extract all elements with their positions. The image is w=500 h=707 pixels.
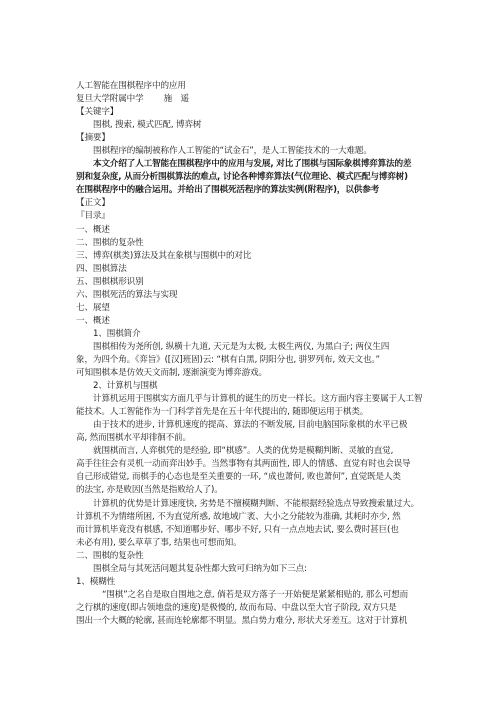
keywords-text: 围棋, 搜索, 模式匹配, 博弈树: [93, 120, 202, 131]
paragraph-line: 就围棋而言, 人弈棋凭的是经验, 即“棋感”。人类的优势是模糊判断、灵敏的直觉,: [93, 446, 394, 457]
document-page: [76, 80, 428, 628]
keywords-header: 【关键字】: [76, 107, 119, 118]
paragraph-line: 围棋全局与其死活问题其复杂性都大致可归纳为如下三点:: [93, 563, 307, 574]
paragraph-line: 而计算机毕竟没有棋感, 不知道哪步好、哪步不好, 只有一点点地去试, 要么费时甚巨(也: [76, 524, 399, 535]
document-title: 人工智能在围棋程序中的应用: [76, 81, 186, 91]
abstract-line: 在围棋程序中的融合运用。并给出了围棋死活程序的算法实例(附程序)，以供参考: [76, 185, 380, 196]
toc-header: 『目录』: [76, 211, 110, 222]
subsection-heading: 1、围棋简介: [93, 328, 141, 339]
paragraph-line: 高手往往会有灵机一动而弈出妙手。当然事物有其两面性, 即人的情感、直觉有时也会误导: [76, 459, 411, 470]
paragraph-line: 未必有用), 要么草草了事, 结果也可想而知。: [76, 537, 242, 548]
paragraph-line: 计算机的优势是计算速度快, 劣势是不擅模糊判断、不能根据经验选点导致搜索量过大。: [93, 498, 420, 509]
paragraph-line: 由于技术的进步, 计算机速度的提高、算法的不断发展, 目前电脑国际象棋的水平已极: [93, 420, 408, 431]
abstract-line: 本文介绍了人工智能在围棋程序中的应用与发展, 对比了围棋与国际象棋博弈算法的差: [93, 159, 412, 170]
paragraph-line: 高, 然而围棋水平却徘徊不前。: [76, 433, 191, 444]
paragraph-line: 围出一个大概的轮廓, 甚而连轮廓都不明显。黑白势力难分, 形状犬牙差互。这对于计算机: [76, 615, 408, 626]
paragraph-line: “围棋”之名自是取自围地之意, 倘若是双方落子一开始便是紧紧相贴的, 那么可想而: [102, 589, 409, 600]
paragraph-line: 计算机不为情绪所困, 不为直觉所惑, 故地域广袤、大小之分能较为准确, 其耗时亦少, 然: [76, 511, 401, 522]
school-name: 复旦大学附属中学: [76, 94, 144, 105]
body-header: 【正文】: [76, 198, 110, 209]
toc-item: 三、博弈(棋类)算法及其在象棋与围棋中的对比: [76, 250, 252, 261]
paragraph-line: 能技术。人工智能作为一门科学首先是在五十年代提出的, 随即便运用于棋类。: [76, 407, 369, 418]
paragraph-line: 计算机运用于围棋实方面几乎与计算机的诞生的历史一样长。这方面内容主要属于人工智: [93, 394, 423, 405]
toc-item: 二、围棋的复杂性: [76, 237, 144, 248]
paragraph-line: 可知围棋本是仿效天文而制, 逐渐演变为博弈游戏。: [76, 368, 267, 379]
paragraph-line: 之行棋的速度(即占领地盘的速度)是极慢的, 故而布局、中盘以至大官子阶段, 双方只是: [76, 602, 397, 613]
author-line: [76, 93, 428, 106]
toc-item: 一、概述: [76, 224, 110, 235]
abstract-line: 别和复杂度, 从而分析围棋算法的难点, 讨论各种博弈算法(气位理论、模式匹配与博弈树): [76, 172, 408, 183]
toc-item: 七、展望: [76, 302, 110, 313]
paragraph-line: 的法宝, 亦是败因(当然是指败给人了)。: [76, 485, 223, 496]
toc-item: 五、围棋棋形识别: [76, 276, 144, 287]
author-name: 施 遥: [163, 94, 189, 105]
abstract-header: 【摘要】: [76, 133, 110, 144]
paragraph-line: 围棋相传为尧所创, 纵横十九道, 天元是为太极, 太极生两仪, 为黑白子; 两仪生四: [93, 341, 390, 352]
subsection-heading: 1、模糊性: [76, 576, 116, 587]
paragraph-line: 自己形成错觉, 而棋手的心态也是至关重要的一环, “成也萧何, 败也萧何”, 直觉既是人类: [76, 472, 401, 483]
toc-item: 四、围棋算法: [76, 263, 127, 274]
toc-item: 六、围棋死活的算法与实现: [76, 289, 178, 300]
section-heading: 一、概述: [76, 315, 110, 326]
abstract-line: 围棋程序的编制被称作人工智能的“试金石”，是人工智能技术的一大难题。: [93, 146, 372, 157]
subsection-heading: 2、计算机与围棋: [93, 381, 158, 392]
paragraph-line: 象，为四个角。《弈旨》([汉]班固)云: “棋有白黑, 阴阳分也, 骈罗列布, 效天文也。”: [76, 354, 380, 365]
section-heading: 二、围棋的复杂性: [76, 550, 144, 561]
